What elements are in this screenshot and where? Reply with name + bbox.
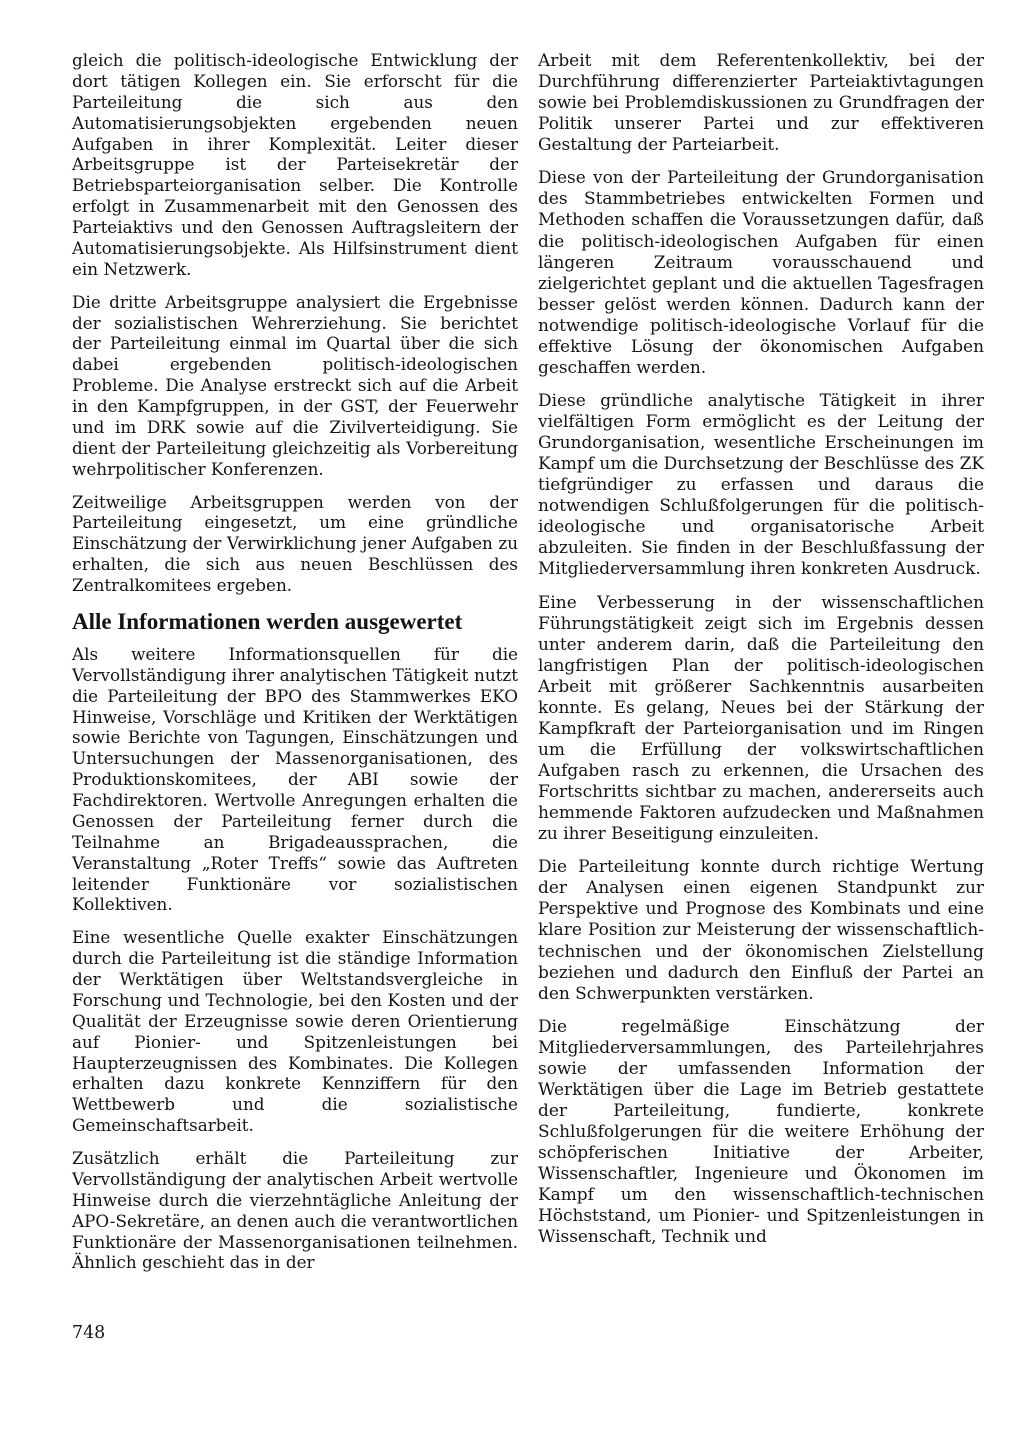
paragraph: Die Parteileitung konnte durch richtige Wertung der Analysen einen eigenen Standpunkt zur Perspektive und Prognose des Kombinats und eine klare Position zur Meisterung der wissenschaftlich-technischen und der ökonomischen Zielstellung beziehen und dadurch den Einfluß der Partei an den Schwerpunkten verstärken. [538,856,984,1003]
paragraph: Zusätzlich erhält die Parteileitung zur Vervollständigung der analytischen Arbeit wertvolle Hinweise durch die vierzehntägliche Anleitung der APO-Sekretäre, an denen auch die verantwortlichen Funktionäre der Massenorganisationen teilnehmen. Ähnlich geschieht das in der [72,1148,518,1273]
paragraph: Als weitere Informationsquellen für die Vervollständigung ihrer analytischen Tätigkeit nutzt die Parteileitung der BPO des Stammwerkes EKO Hinweise, Vorschläge und Kritiken der Werktätigen sowie Berichte von Tagungen, Einschätzungen und Untersuchungen der Massenorganisationen, des Produktionskomitees, der ABI sowie der Fachdirektoren. Wertvolle Anregungen erhalten die Genossen der Parteileitung ferner durch die Teilnahme an Brigadeaussprachen, die Veranstaltung „Roter Treffs“ sowie das Auftreten leitender Funktionäre vor sozialistischen Kollektiven. [72,643,518,915]
paragraph: Zeitweilige Arbeitsgruppen werden von der Parteileitung eingesetzt, um eine gründliche Einschätzung der Verwirklichung jener Aufgaben zu erhalten, die sich aus neuen Beschlüssen des Zentralkomitees ergeben. [72,491,518,595]
paragraph: Eine Verbesserung in der wissenschaftlichen Führungstätigkeit zeigt sich im Ergebnis dessen unter anderem darin, daß die Parteileitung den langfristigen Plan der politisch-ideologischen Arbeit mit größerer Sachkenntnis ausarbeiten konnte. Es gelang, Neues bei der Stärkung der Kampfkraft der Parteiorganisation und im Ringen um die Erfüllung der volkswirtschaftlichen Aufgaben rasch zu erkennen, die Ursachen des Fortschritts sichtbar zu machen, andererseits auch hemmende Faktoren aufzudecken und Maßnahmen zu ihrer Beseitigung einzuleiten. [538,591,984,844]
paragraph: Diese von der Parteileitung der Grundorganisation des Stammbetriebes entwickelten Formen und Methoden schaffen die Voraussetzungen dafür, daß die politisch-ideologischen Aufgaben für einen längeren Zeitraum vorausschauend und zielgerichtet geplant und die aktuellen Tagesfragen besser gelöst werden können. Dadurch kann der notwendige politisch-ideologische Vorlauf für die effektive Lösung der ökonomischen Aufgaben geschaffen werden. [538,167,984,377]
paragraph: Diese gründliche analytische Tätigkeit in ihrer vielfältigen Form ermöglicht es der Leitung der Grundorganisation, wesentliche Erscheinungen im Kampf um die Durchsetzung der Beschlüsse des ZK tiefgründiger zu erfassen und daraus die notwendigen Schlußfolgerungen für die politisch-ideologische und organisatorische Arbeit abzuleiten. Sie finden in der Beschlußfassung der Mitgliederversammlung ihren konkreten Ausdruck. [538,389,984,579]
paragraph: Die dritte Arbeitsgruppe analysiert die Ergebnisse der sozialistischen Wehrerziehung. Sie berichtet der Parteileitung einmal im Quartal über die sich dabei ergebenden politisch-ideologischen Probleme. Die Analyse erstreckt sich auf die Arbeit in den Kampfgruppen, in der GST, der Feuerwehr und im DRK sowie auf die Zivilverteidigung. Sie dient der Parteileitung gleichzeitig als Vorbereitung wehrpolitischer Konferenzen. [72,291,518,479]
page-number: 748 [72,1323,106,1343]
paragraph: Arbeit mit dem Referentenkollektiv, bei der Durchführung differenzierter Parteiaktivtagungen sowie bei Problemdiskussionen zu Grundfragen der Politik unserer Partei und zur effektiveren Gestaltung der Parteiarbeit. [538,50,984,155]
paragraph: Die regelmäßige Einschätzung der Mitgliederversammlungen, des Parteilehrjahres sowie der umfassenden Information der Werktätigen über die Lage im Betrieb gestattete der Parteileitung, fundierte, konkrete Schlußfolgerungen für die weitere Erhöhung der schöpferischen Initiative der Arbeiter, Wissenschaftler, Ingenieure und Ökonomen im Kampf um den wissenschaftlich-technischen Höchststand, um Pionier- und Spitzenleistungen in Wissenschaft, Technik und [538,1015,984,1247]
left-column [72,50,518,1285]
section-heading: Alle Informationen werden ausgewertet [72,608,463,634]
paragraph: Eine wesentliche Quelle exakter Einschätzungen durch die Parteileitung ist die ständige Information der Werktätigen über Weltstandsvergleiche in Forschung und Technologie, bei den Kosten und der Qualität der Erzeugnisse sowie deren Orientierung auf Pionier- und Spitzenleistungen bei Haupterzeugnissen des Kombinates. Die Kollegen erhalten dazu konkrete Kennziffern für den Wettbewerb und die sozialistische Gemeinschaftsarbeit. [72,927,518,1136]
right-column [538,50,984,1259]
paragraph: gleich die politisch-ideologische Entwicklung der dort tätigen Kollegen ein. Sie erforscht für die Parteileitung die sich aus den Automatisierungsobjekten ergebenden neuen Aufgaben in ihrer Komplexität. Leiter dieser Arbeitsgruppe ist der Parteisekretär der Betriebsparteiorganisation selber. Die Kontrolle erfolgt in Zusammenarbeit mit den Genossen des Parteiaktivs und den Genossen Auftragsleitern der Automatisierungsobjekte. Als Hilfsinstrument dient ein Netzwerk. [72,50,518,279]
